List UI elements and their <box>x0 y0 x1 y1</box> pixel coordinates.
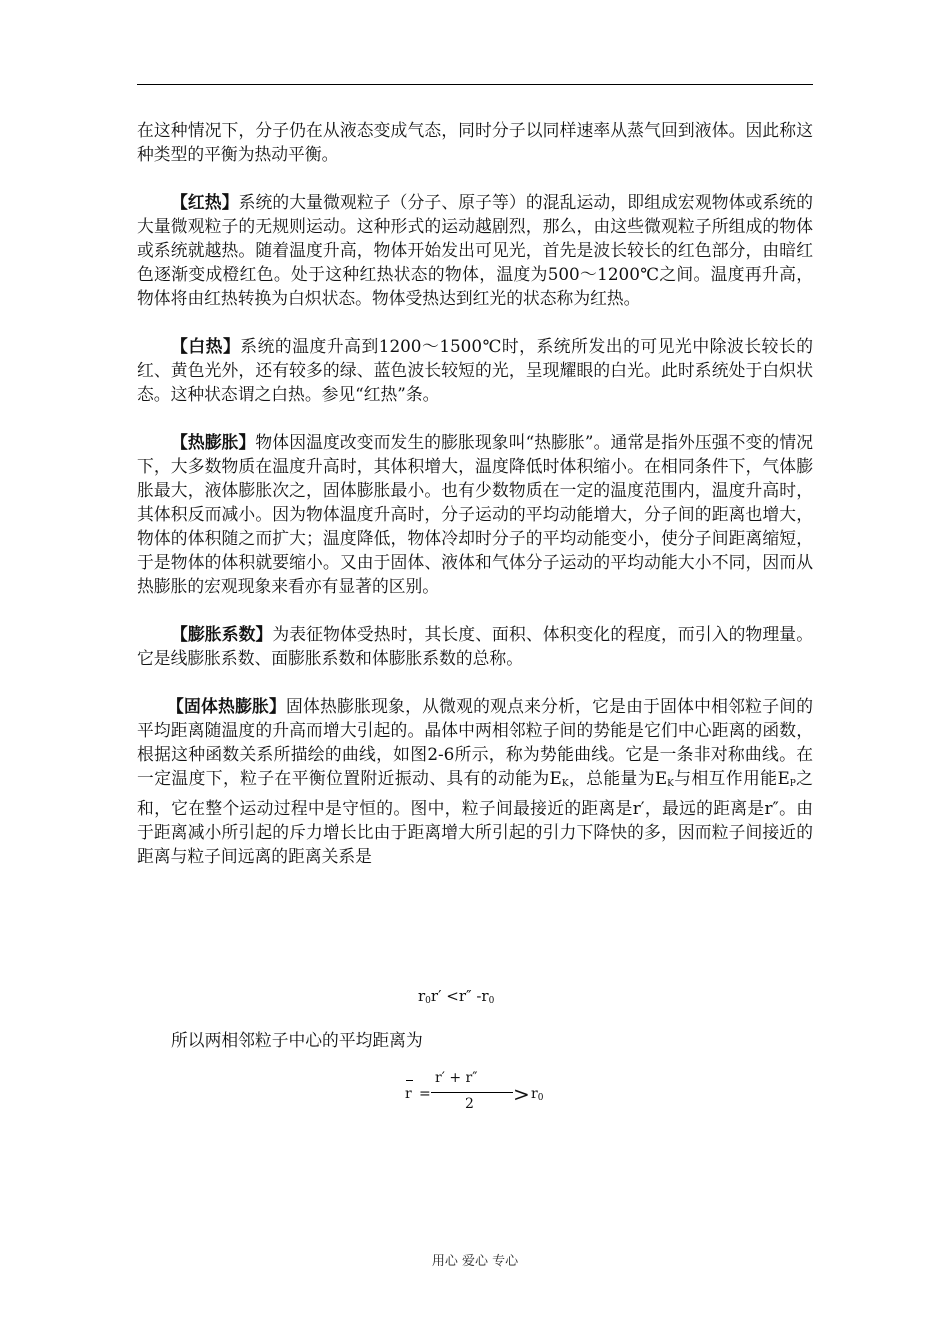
paragraph-heat-equilibrium <box>137 118 813 166</box>
fraction-denominator: 2 <box>465 1096 474 1112</box>
paragraph-text: ，总能量为E <box>568 768 668 788</box>
term-white-heat: 【白热】 <box>171 336 241 356</box>
paragraph-text: 固体热膨胀现象，从微观的观点来分析，它是由于固体中相邻粒子间的平均距离随温度的升高而增大引起的。晶体中两相邻粒子间的势能是它们中心距离的函数，根据这种函数关系所描绘的曲线，如图2-6所示，称为势能曲线。它是一条非对称曲线。在一定温度下，粒子在平衡位置附近振动、具有的动能为E <box>137 696 813 788</box>
paragraph-text: 在这种情况下，分子仍在从液态变成气态，同时分子以同样速率从蒸气回到液体。因此称这种类型的平衡为热动平衡。 <box>137 120 813 164</box>
subscript-k: K <box>667 779 674 789</box>
subscript-0: 0 <box>537 1093 544 1103</box>
paragraph-thermal-expansion <box>137 430 813 598</box>
greater-than-sign: > <box>513 1082 530 1106</box>
equals-sign: = <box>419 1086 431 1102</box>
r0-symbol: $r_0$ <box>531 1086 544 1103</box>
subscript-k: K <box>561 779 569 789</box>
term-expansion-coefficient: 【膨胀系数】 <box>171 624 273 644</box>
paragraph-red-heat <box>137 190 813 310</box>
term-thermal-expansion: 【热膨胀】 <box>171 432 256 452</box>
paragraph-text: 之和，它在整个运动过程中是守恒的。图中，粒子间最接近的距离是r′，最远的距离是r″。由于距离减小所引起的斥力增长比由于距离增大所引起的引力下降快的多，因而粒子间接近的距离与粒子间远离的距离关系是 <box>137 768 813 866</box>
term-red-heat: 【红热】 <box>171 192 239 212</box>
term-solid-expansion: 【固体热膨胀】 <box>167 696 287 716</box>
fraction-line <box>431 1092 513 1093</box>
paragraph-text: 系统的温度升高到1200～1500℃时，系统所发出的可见光中除波长较长的红、黄色光外，还有较多的绿、蓝色波长较短的光，呈现耀眼的白光。此时系统处于白炽状态。这种状态谓之白热。参见“红热”条。 <box>137 336 813 404</box>
paragraph-text: 物体因温度改变而发生的膨胀现象叫“热膨胀”。通常是指外压强不变的情况下，大多数物质在温度升高时，其体积增大，温度降低时体积缩小。在相同条件下，气体膨胀最大，液体膨胀次之，固体膨胀最小。也有少数物质在一定的温度范围内，温度升高时，其体积反而减小。因为物体温度升高时，分子运动的平均动能增大，分子间的距离也增大，物体的体积随之而扩大；温度降低，物体冷却时分子的平均动能变小，使分子间距离缩短，于是物体的体积就要缩小。又由于固体、液体和气体分子运动的平均动能大小不同，因而从热膨胀的宏观现象来看亦有显著的区别。 <box>137 432 813 596</box>
equation-lead-text: 所以两相邻粒子中心的平均距离为 <box>171 1030 423 1050</box>
subscript-p: P <box>789 779 796 789</box>
paragraph-expansion-coefficient <box>137 622 813 670</box>
page-footer: 用心 爱心 专心 <box>431 1254 519 1269</box>
paragraph-white-heat <box>137 334 813 406</box>
paragraph-solid-expansion <box>137 694 813 868</box>
paragraph-text: 与相互作用能E <box>673 768 790 788</box>
mean-r-symbol: r <box>405 1086 412 1102</box>
header-rule <box>137 84 813 85</box>
paragraph-text: 系统的大量微观粒子（分子、原子等）的混乱运动，即组成宏观物体或系统的大量微观粒子的无规则运动。这种形式的运动越剧烈，那么，由这些微观粒子所组成的物体或系统就越热。随着温度升高，物体开始发出可见光，首先是波长较长的红色部分，由暗红色逐渐变成橙红色。处于这种红热状态的物体，温度为500～1200℃之间。温度再升高，物体将由红热转换为白炽状态。物体受热达到红光的状态称为红热。 <box>137 192 813 308</box>
equation-distance-relation: $r_0r' <r''$ $-r_0$ <box>418 987 495 1006</box>
overbar <box>406 1080 413 1081</box>
subscript-0: 0 <box>425 996 431 1006</box>
paragraph-text: 为表征物体受热时，其长度、面积、体积变化的程度，而引入的物理量。它是线膨胀系数、面膨胀系数和体膨胀系数的总称。 <box>137 624 813 668</box>
document-body <box>137 118 813 868</box>
subscript-0: 0 <box>488 996 495 1006</box>
fraction-numerator: r′ + r″ <box>435 1070 478 1086</box>
